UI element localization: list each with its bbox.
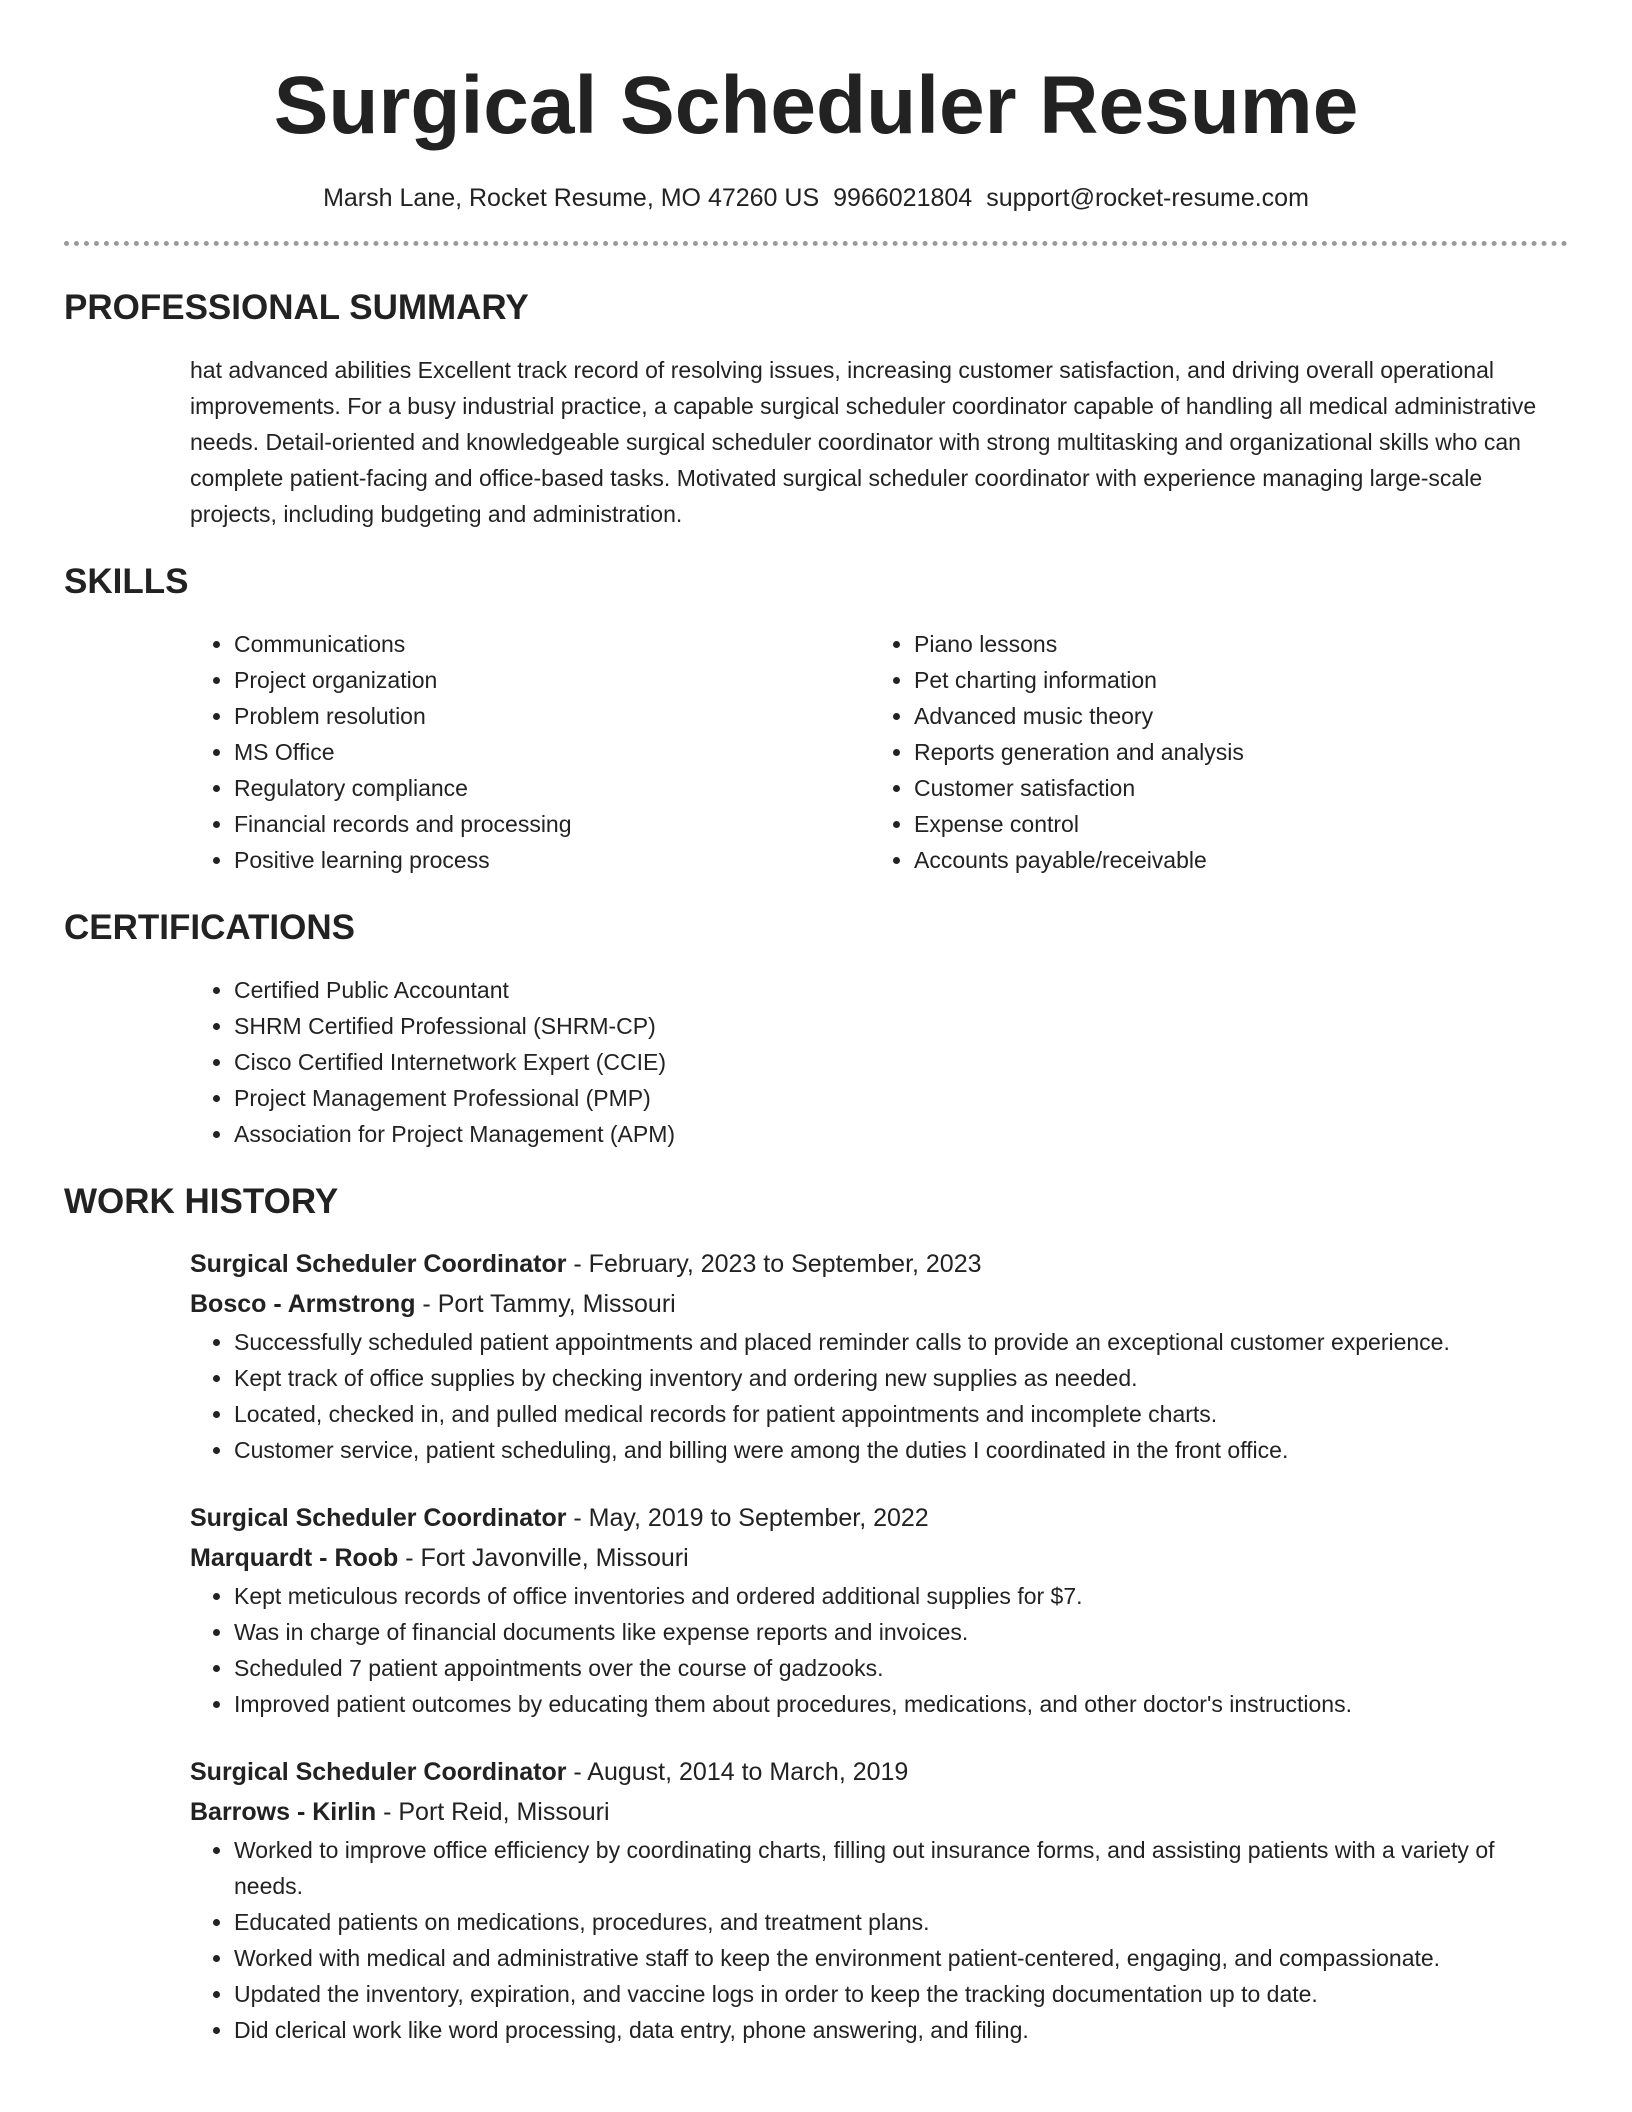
contact-email: support@rocket-resume.com <box>986 184 1309 212</box>
job-title: Surgical Scheduler Coordinator <box>190 1758 567 1786</box>
certifications-section <box>64 906 1568 1152</box>
job-duties <box>190 1324 1568 1468</box>
skills-section <box>64 560 1568 878</box>
job-company: Barrows - Kirlin <box>190 1798 377 1826</box>
job-title-line <box>190 1752 1568 1792</box>
skill-item: • Project organization <box>234 662 870 698</box>
resume-page <box>64 0 1568 2048</box>
job-title-line <box>190 1244 1568 1284</box>
skill-item: • Regulatory compliance <box>234 770 870 806</box>
skills-column-right <box>870 626 1550 878</box>
job-entry <box>190 1498 1568 1722</box>
skill-item: • Positive learning process <box>234 842 870 878</box>
work-history-heading: WORK HISTORY <box>64 1182 339 1221</box>
certification-item: • Project Management Professional (PMP) <box>234 1080 1568 1116</box>
job-duty: • Kept track of office supplies by checking inventory and ordering new supplies as needed. <box>234 1360 1568 1396</box>
skill-item: • Financial records and processing <box>234 806 870 842</box>
job-duty: • Worked to improve office efficiency by coordinating charts, filling out insurance forms, and assisting patients with a variety of needs. <box>234 1832 1568 1904</box>
job-duty: • Updated the inventory, expiration, and vaccine logs in order to keep the tracking documentation up to date. <box>234 1976 1568 2012</box>
job-dates: - August, 2014 to March, 2019 <box>566 1758 909 1786</box>
skill-item: • Customer satisfaction <box>914 770 1550 806</box>
job-duty: • Customer service, patient scheduling, and billing were among the duties I coordinated in the front office. <box>234 1432 1568 1468</box>
header-divider <box>64 241 1568 246</box>
job-company: Bosco - Armstrong <box>190 1290 416 1318</box>
contact-phone: 9966021804 <box>833 184 973 212</box>
job-location: - Port Reid, Missouri <box>376 1798 610 1826</box>
skill-item: • Piano lessons <box>914 626 1550 662</box>
certifications-list <box>190 972 1568 1152</box>
summary-heading: PROFESSIONAL SUMMARY <box>64 288 529 327</box>
job-duties <box>190 1578 1568 1722</box>
skills-column-left <box>190 626 870 878</box>
skill-item: • MS Office <box>234 734 870 770</box>
job-duty: • Was in charge of financial documents like expense reports and invoices. <box>234 1614 1568 1650</box>
job-duty: • Kept meticulous records of office inventories and ordered additional supplies for $7. <box>234 1578 1568 1614</box>
skill-item: • Reports generation and analysis <box>914 734 1550 770</box>
skill-item: • Accounts payable/receivable <box>914 842 1550 878</box>
job-entry <box>190 1244 1568 1468</box>
job-duty: • Successfully scheduled patient appointments and placed reminder calls to provide an exceptional customer experience. <box>234 1324 1568 1360</box>
work-history-section <box>64 1180 1568 2048</box>
job-location: - Port Tammy, Missouri <box>415 1290 676 1318</box>
job-company: Marquardt - Roob <box>190 1544 399 1572</box>
job-duty: • Located, checked in, and pulled medical records for patient appointments and incomplete charts. <box>234 1396 1568 1432</box>
job-company-line <box>190 1538 1568 1578</box>
job-entry <box>190 1752 1568 2048</box>
certification-item: • Association for Project Management (APM) <box>234 1116 1568 1152</box>
job-location: - Fort Javonville, Missouri <box>398 1544 689 1572</box>
skill-item: • Problem resolution <box>234 698 870 734</box>
skill-item: • Pet charting information <box>914 662 1550 698</box>
summary-section <box>64 286 1568 532</box>
certification-item: • Certified Public Accountant <box>234 972 1568 1008</box>
job-title: Surgical Scheduler Coordinator <box>190 1250 567 1278</box>
skill-item: • Advanced music theory <box>914 698 1550 734</box>
job-company-line <box>190 1792 1568 1832</box>
contact-line <box>64 182 1568 214</box>
resume-title: Surgical Scheduler Resume <box>273 60 1359 151</box>
job-company-line <box>190 1284 1568 1324</box>
summary-text: hat advanced abilities Excellent track record of resolving issues, increasing customer satisfaction, and driving overall operational improvements. For a busy industrial practice, a capable surgical scheduler coordinator capable of handling all medical administrative needs. Detail-oriented and knowledgeable surgical scheduler coordinator with strong multitasking and organizational skills who can complete patient-facing and office-based tasks. Motivated surgical scheduler coordinator with experience managing large-scale projects, including budgeting and administration. <box>190 357 1537 527</box>
job-title-line <box>190 1498 1568 1538</box>
job-duty: • Educated patients on medications, procedures, and treatment plans. <box>234 1904 1568 1940</box>
job-duty: • Improved patient outcomes by educating them about procedures, medications, and other doctor's instructions. <box>234 1686 1568 1722</box>
job-duty: • Worked with medical and administrative staff to keep the environment patient-centered, engaging, and compassionate. <box>234 1940 1568 1976</box>
skill-item: • Communications <box>234 626 870 662</box>
skill-item: • Expense control <box>914 806 1550 842</box>
certification-item: • SHRM Certified Professional (SHRM-CP) <box>234 1008 1568 1044</box>
certification-item: • Cisco Certified Internetwork Expert (CCIE) <box>234 1044 1568 1080</box>
contact-address: Marsh Lane, Rocket Resume, MO 47260 US <box>323 184 820 212</box>
job-duties <box>190 1832 1568 2048</box>
certifications-heading: CERTIFICATIONS <box>64 908 356 947</box>
job-dates: - February, 2023 to September, 2023 <box>566 1250 982 1278</box>
skills-grid <box>190 626 1568 878</box>
job-duty: • Scheduled 7 patient appointments over the course of gadzooks. <box>234 1650 1568 1686</box>
job-title: Surgical Scheduler Coordinator <box>190 1504 567 1532</box>
job-duty: • Did clerical work like word processing, data entry, phone answering, and filing. <box>234 2012 1568 2048</box>
job-dates: - May, 2019 to September, 2022 <box>566 1504 929 1532</box>
skills-heading: SKILLS <box>64 562 189 601</box>
